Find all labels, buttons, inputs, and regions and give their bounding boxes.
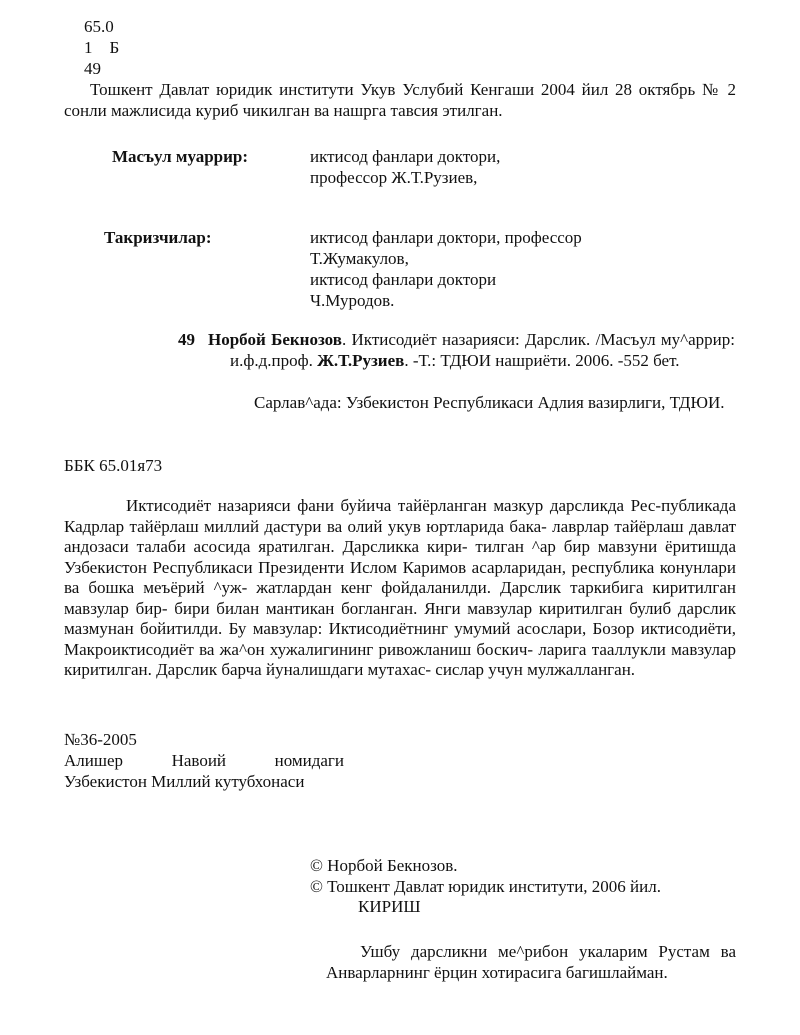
bibliography-author: Норбой Бекнозов (208, 330, 342, 349)
library-line-3: Узбекистон Миллий кутубхонаси (64, 772, 305, 791)
intro-heading: КИРИШ (358, 897, 421, 916)
abstract-paragraph: Иктисодиёт назарияси фани буйича тайёрланган мазкур дарсликда Рес-публикада Кадрлар тайёрлаш миллий дастури ва олий укув юртларида бака- лаврлар тайёрлаш давлат андозаси талаби асосида яратилган. Дарсликка кири- тилган ^ар бир мавзуни ёритишда Узбекистон Республикаси Президенти Ислом Каримов асарларидан, республика конунлари ва бошка меъёрий ^уж- жатлардан кенг фойдаланилди. Дарслик таркибига киритилган мавзулар бир- бири билан мантикан богланган. Янги мавзулар киритилган булиб дарслик мазмунан бойитилди. Бу мавзулар: Иктисодиётнинг умумий асослари, Бозор иктисодиёти, Макроиктисодиёт ва жа^он хужалигининг ривожланиш боскич- ларига тааллукли мавзулар киритилган. Дарслик барча йуналишдаги мутахас- сислар учун мулжалланган. (64, 496, 736, 679)
copyright-institute: © Тошкент Давлат юридик институти, 2006 йил. (310, 877, 661, 896)
reviewer-line-2: Т.Жумакулов, (310, 249, 409, 268)
classification-line: 1 Б (84, 38, 120, 57)
bibliography-part-2: . -Т.: ТДЮИ нашриёти. 2006. -552 бет. (404, 350, 680, 370)
reviewers-label: Такризчилар: (104, 228, 212, 247)
editor-label: Масъул муаррир: (112, 147, 249, 166)
editor-line-1: иктисод фанлари доктори, (310, 147, 501, 166)
dedication: Ушбу дарсликни ме^рибон укаларим Рустам ва Анварларнинг ёрцин хотирасига багишлайман. (326, 942, 736, 982)
copyright-author: © Норбой Бекнозов. (310, 856, 458, 875)
library-line-2: Алишер Навоий номидаги (64, 751, 344, 770)
udk-code: 65.0 (84, 17, 114, 36)
reviewer-line-1: иктисод фанлари доктори, профессор (310, 228, 582, 247)
approval-note: Тошкент Давлат юридик институти Укув Услубий Кенгаши 2004 йил 28 октябрь № 2 сонли мажлисида куриб чикилган ва нашрга тавсия этилган. (64, 80, 736, 120)
bibliography-record (208, 330, 735, 371)
bbk-code: ББК 65.01я73 (64, 456, 163, 475)
library-number: №36-2005 (64, 730, 137, 749)
reviewer-line-3: иктисод фанлари доктори (310, 270, 497, 289)
bibliography-editor: Ж.Т.Рузиев (317, 350, 405, 370)
bibliography-title-note: Сарлав^ада: Узбекистон Республикаси Адлия вазирлиги, ТДЮИ. (254, 393, 725, 412)
reviewer-line-4: Ч.Муродов. (310, 291, 395, 310)
editor-line-2: профессор Ж.Т.Рузиев, (310, 168, 478, 187)
bibliography-part-1: . Иктисодиёт назарияси: Дарслик. /Масъул му^аррир: и.ф.д.проф. (230, 330, 735, 370)
bibliography-number: 49 (178, 330, 195, 349)
classification-number: 49 (84, 59, 101, 78)
